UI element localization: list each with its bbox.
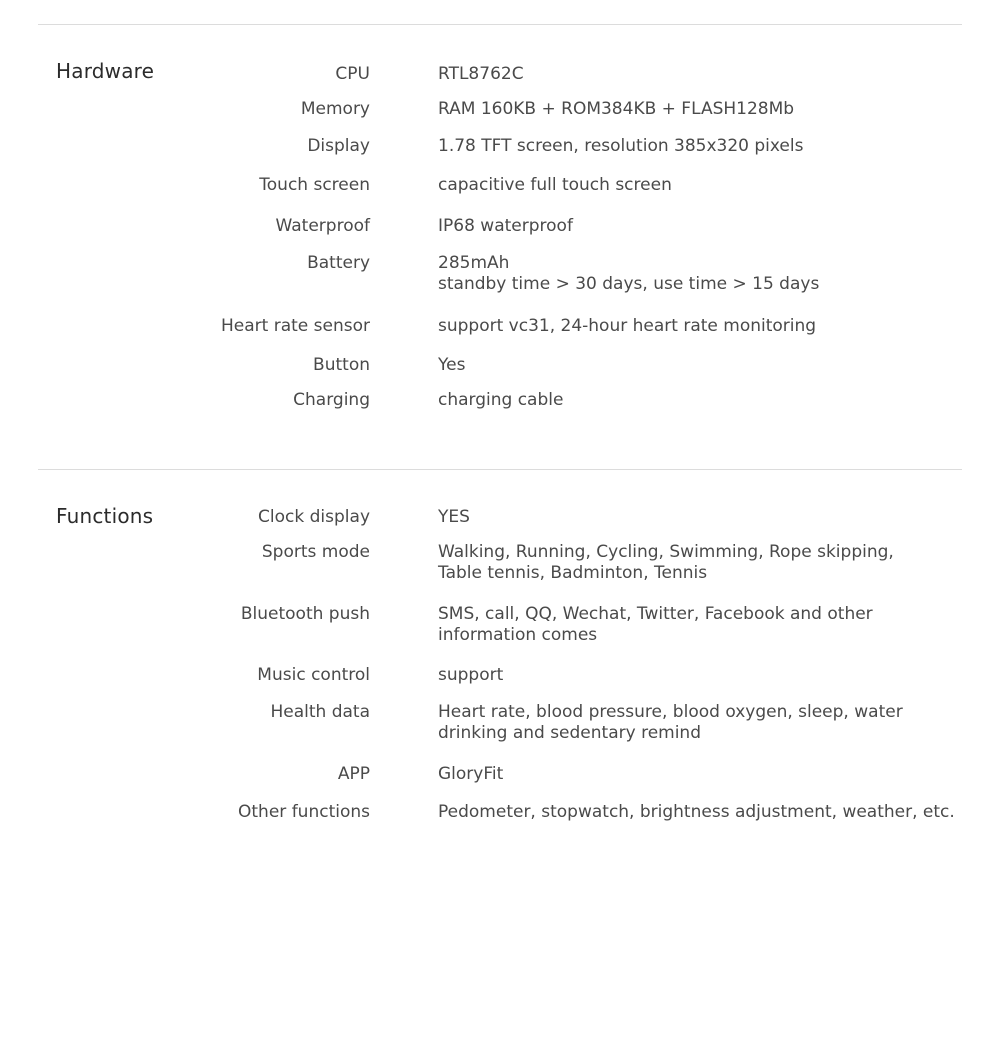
spec-label: Memory bbox=[300, 99, 370, 119]
spec-value: Walking, Running, Cycling, Swimming, Rope skipping, Table tennis, Badminton, Tennis bbox=[438, 542, 894, 583]
spec-value: IP68 waterproof bbox=[438, 216, 573, 236]
spec-value: charging cable bbox=[438, 390, 564, 410]
spec-label: APP bbox=[337, 764, 370, 784]
spec-value: capacitive full touch screen bbox=[438, 175, 672, 195]
spec-label: Touch screen bbox=[259, 175, 370, 195]
spec-label: Health data bbox=[270, 702, 370, 722]
spec-value: YES bbox=[438, 507, 470, 527]
hardware-section-title: Hardware bbox=[56, 59, 155, 83]
spec-label: Heart rate sensor bbox=[221, 316, 370, 336]
spec-label: Music control bbox=[257, 665, 370, 685]
spec-label: Battery bbox=[307, 253, 370, 273]
spec-label: Other functions bbox=[238, 802, 370, 822]
spec-label: Sports mode bbox=[261, 542, 370, 562]
spec-value: RTL8762C bbox=[438, 64, 524, 84]
spec-value: Pedometer, stopwatch, brightness adjustment, weather, etc. bbox=[438, 802, 955, 822]
spec-label: CPU bbox=[335, 64, 370, 84]
spec-value: Heart rate, blood pressure, blood oxygen, sleep, water drinking and sedentary remind bbox=[438, 702, 903, 743]
spec-value: 285mAh standby time > 30 days, use time > 15 days bbox=[438, 253, 820, 294]
top-divider bbox=[38, 24, 962, 25]
spec-label: Button bbox=[313, 355, 370, 375]
spec-label: Waterproof bbox=[275, 216, 370, 236]
spec-value: SMS, call, QQ, Wechat, Twitter, Facebook and other information comes bbox=[438, 604, 873, 645]
spec-value: Yes bbox=[438, 355, 466, 375]
spec-label: Clock display bbox=[258, 507, 370, 527]
spec-label: Display bbox=[307, 136, 370, 156]
spec-value: 1.78 TFT screen, resolution 385x320 pixels bbox=[438, 136, 804, 156]
functions-section-title: Functions bbox=[56, 504, 154, 528]
spec-value: support bbox=[438, 665, 504, 685]
spec-value: RAM 160KB + ROM384KB + FLASH128Mb bbox=[438, 99, 795, 119]
spec-value: support vc31, 24-hour heart rate monitoring bbox=[438, 316, 817, 336]
section-divider bbox=[38, 469, 962, 470]
spec-label: Charging bbox=[293, 390, 370, 410]
spec-value: GloryFit bbox=[438, 764, 504, 784]
spec-label: Bluetooth push bbox=[240, 604, 370, 624]
